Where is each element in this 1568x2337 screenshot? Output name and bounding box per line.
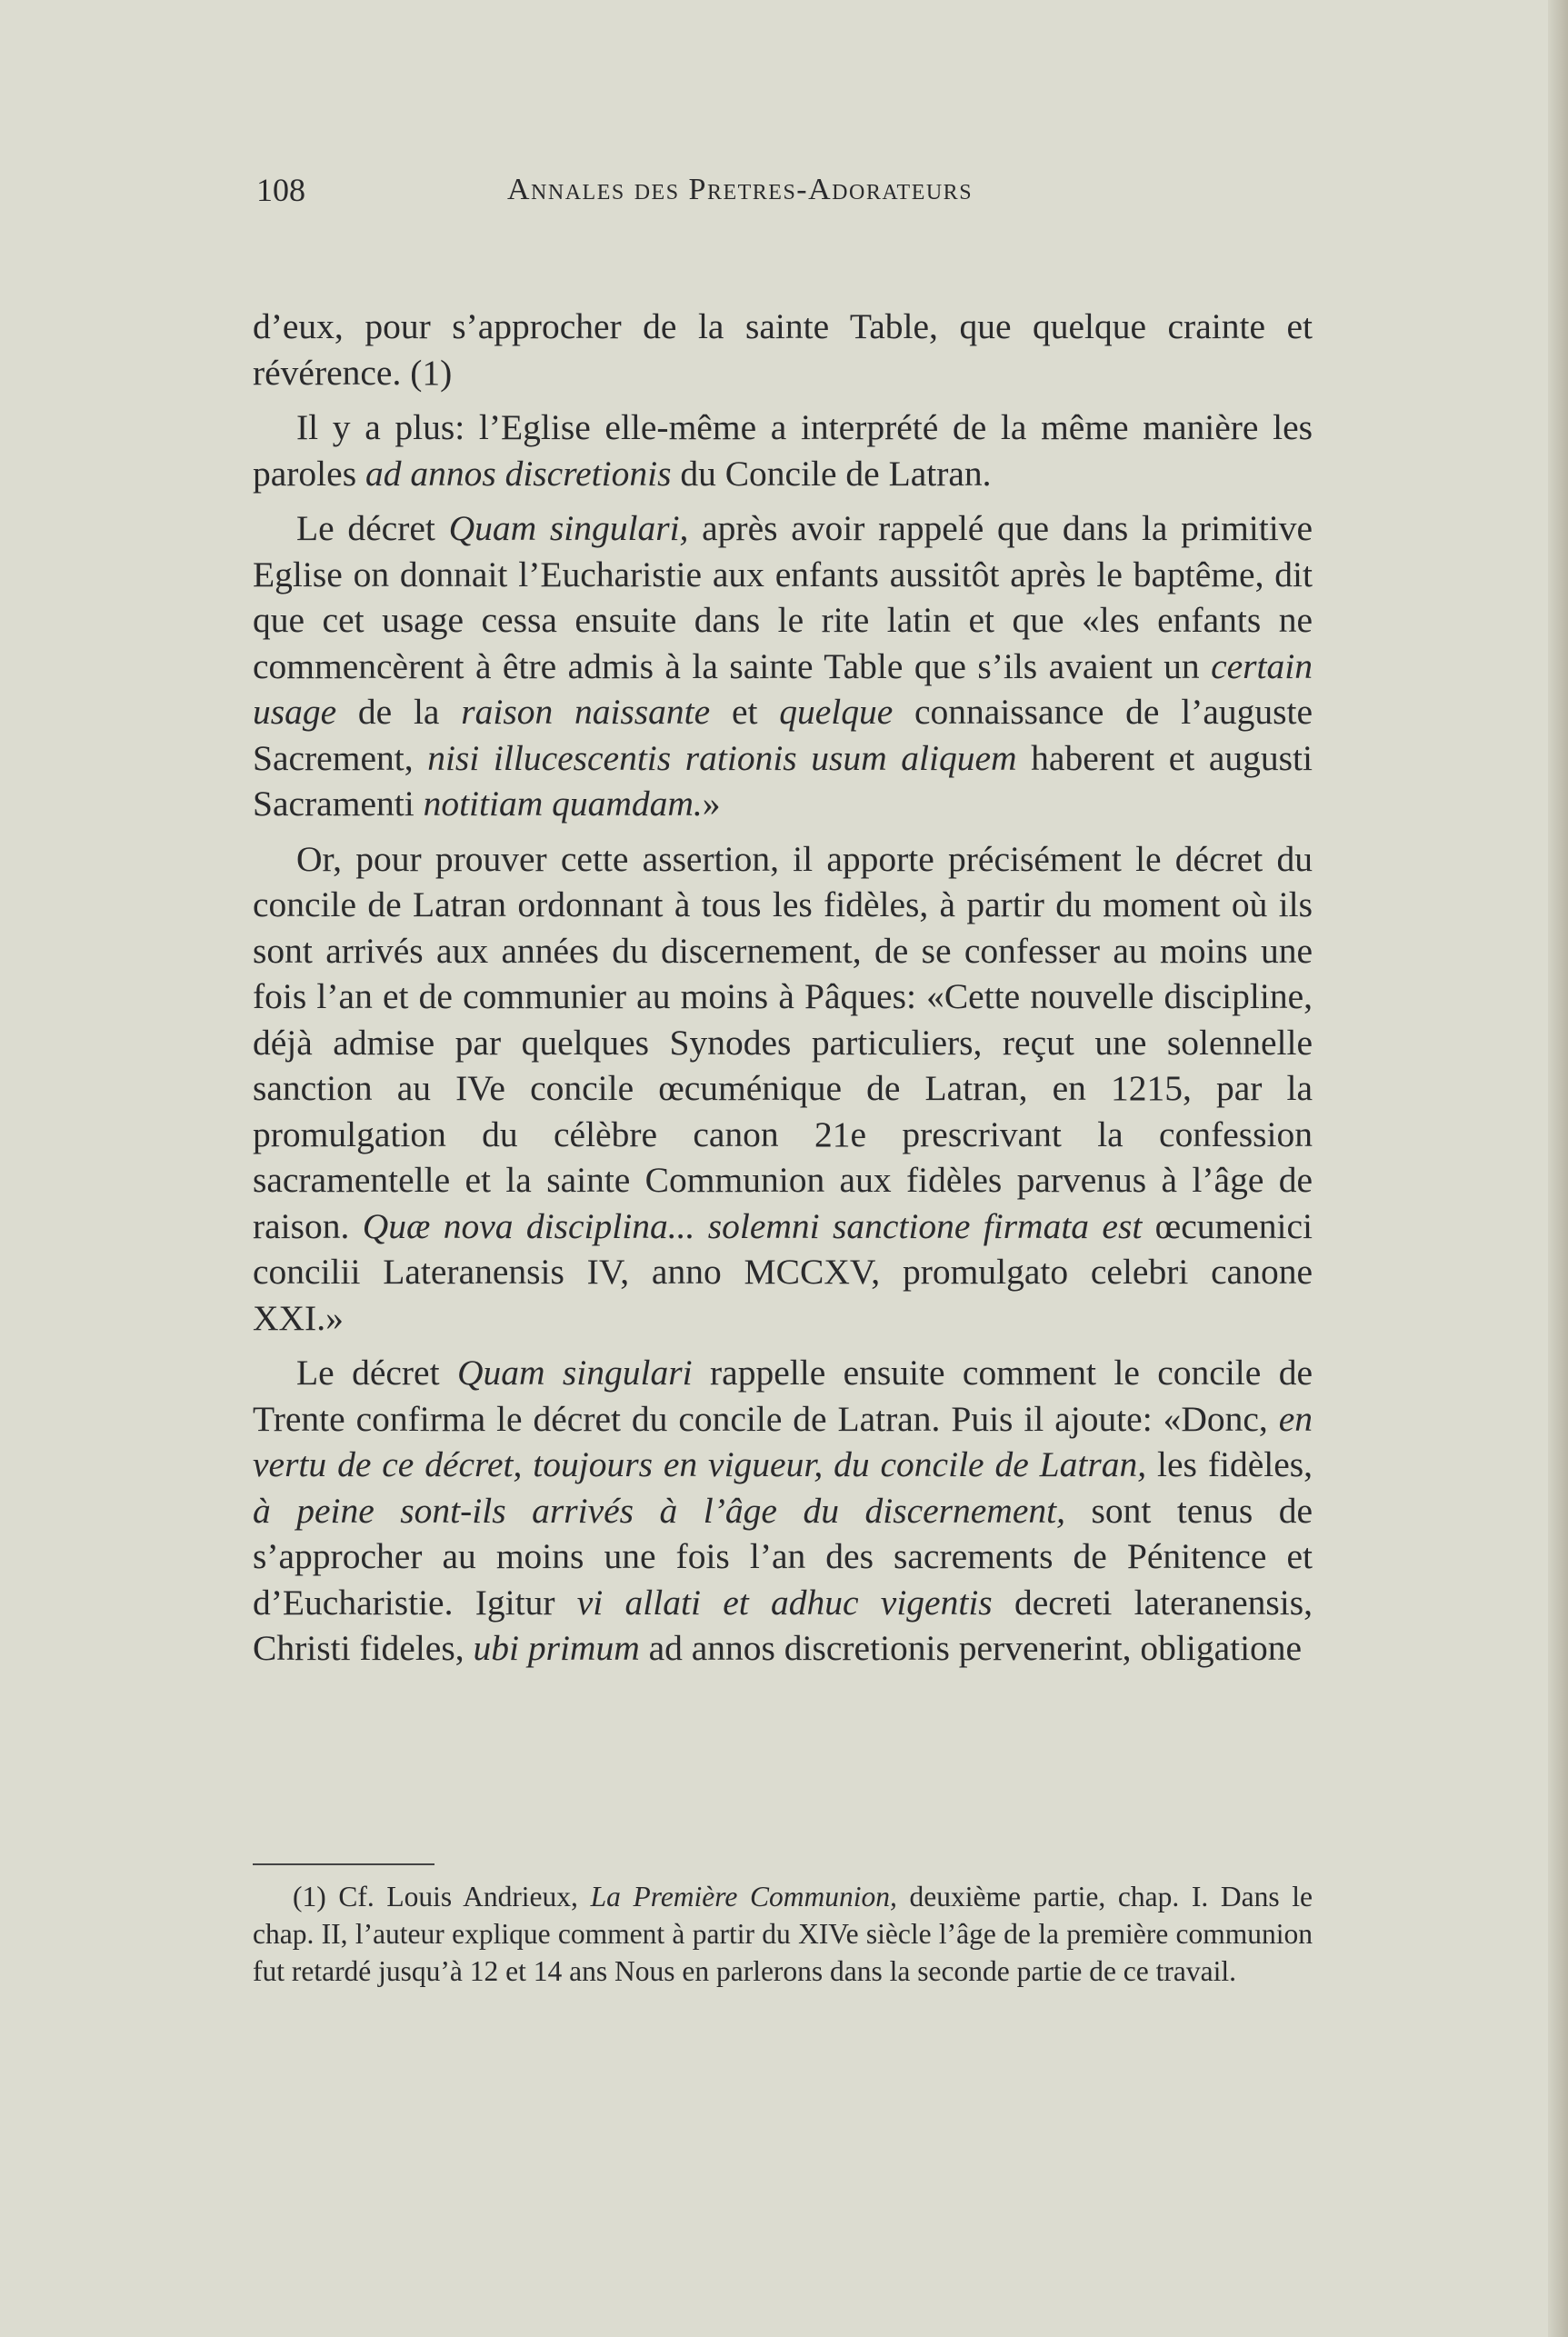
p3-c: après avoir rappelé que dans la primitive Eglise on donnait l’Eucharistie aux enfants aussitôt après le baptême, dit que cet usage cessa ensuite dans le rite latin et que «les enfants ne commencèrent à être admis à la sainte Table que s’ils avaient un — [253, 508, 1313, 686]
p2-a: Il y a plus: l’Eglise elle-même a interprété de la même manière les paroles — [253, 407, 1313, 494]
p5-j-italic: ubi primum — [473, 1628, 640, 1668]
p5-i: decreti lateranensis, Christi fideles, — [253, 1582, 1313, 1668]
running-title: Annales des Pretres-Adorateurs — [507, 173, 974, 206]
page-edge-shadow — [1548, 0, 1568, 2337]
p5-e: les fidèles, — [1146, 1444, 1313, 1484]
p3-k: haberent et augusti Sacramenti — [253, 737, 1313, 824]
page-header — [256, 171, 1320, 225]
page-number: 108 — [256, 172, 305, 208]
p3-e: de la — [336, 692, 462, 732]
p5-d-italic: en vertu de ce décret, toujours en vigueur, du concile de Latran, — [253, 1398, 1313, 1484]
body-text — [253, 304, 1313, 1681]
p4-c: œcumenici concilii Lateranensis IV, anno MCCXV, promulgato celebri canone XXI.» — [253, 1205, 1313, 1338]
p2-b-italic: ad annos discretionis — [365, 453, 672, 494]
p3-h-italic: quelque — [779, 692, 894, 732]
p1-text: d’eux, pour s’approcher de la sainte Table, que quelque crainte et révérence. (1) — [253, 306, 1313, 393]
p4-b-italic: Quæ nova disciplina... solemni sanctione firmata est — [362, 1205, 1143, 1246]
p5-b-italic: Quam singulari — [456, 1353, 693, 1393]
p3-f-italic: raison naissante — [461, 692, 711, 732]
paragraph-1 — [253, 304, 1313, 395]
footnote-rule — [253, 1863, 434, 1865]
p5-f-italic: à peine sont-ils arrivés à l’âge du discernement, — [253, 1490, 1065, 1531]
p3-a: Le décret — [296, 508, 449, 548]
p5-c: rappelle ensuite comment le concile de Trente confirma le décret du concile de Latran. Puis il ajoute: «Donc, — [253, 1353, 1313, 1439]
paragraph-3 — [253, 505, 1313, 827]
p4-a: Or, pour prouver cette assertion, il apporte précisément le décret du concile de Latran ordonnant à tous les fidèles, à partir du moment où ils sont arrivés aux années du discernement, de se confesser au moins une fois l’an et de communier au moins à Pâques: «Cette nouvelle discipline, déjà admise par quelques Synodes particuliers, reçut une solennelle sanction au IVe concile œcuménique de Latran, en 1215, par la promulgation du célèbre canon 21e prescrivant la confession sacramentelle et la sainte Communion aux fidèles parvenus à l’âge de raison. — [253, 838, 1313, 1246]
p3-l-italic: notitiam quamdam. — [423, 784, 703, 824]
p5-g: sont tenus de s’approcher au moins une fois l’an des sacrements de Pénitence et d’Eucharistie. Igitur — [253, 1490, 1313, 1623]
p5-k: ad annos discretionis pervenerint, obligatione — [639, 1628, 1303, 1668]
p3-d-italic: certain usage — [253, 645, 1313, 732]
p2-c: du Concile de Latran. — [671, 453, 992, 494]
paragraph-5 — [253, 1350, 1313, 1672]
p3-m: » — [702, 784, 721, 824]
p3-b-italic: Quam singulari, — [448, 508, 689, 548]
paragraph-2 — [253, 404, 1313, 496]
footnote-a: (1) Cf. Louis Andrieux, — [293, 1881, 591, 1913]
p5-h-italic: vi allati et adhuc vigentis — [576, 1582, 993, 1623]
footnote — [253, 1878, 1313, 1990]
footnote-c: deuxième partie, chap. I. Dans le chap. II, l’auteur explique comment à partir du XIVe siècle l’âge de la première communion fut retardé jusqu’à 12 et 14 ans Nous en parlerons dans la seconde partie de ce travail. — [253, 1881, 1313, 1987]
p5-a: Le décret — [296, 1353, 457, 1393]
p3-g: et — [710, 692, 780, 732]
p3-i: connaissance de l’auguste Sacrement, — [253, 692, 1313, 778]
paragraph-4 — [253, 836, 1313, 1342]
footnote-b-italic: La Première Communion, — [590, 1881, 897, 1913]
p3-j-italic: nisi illucescentis rationis usum aliquem — [427, 737, 1017, 778]
